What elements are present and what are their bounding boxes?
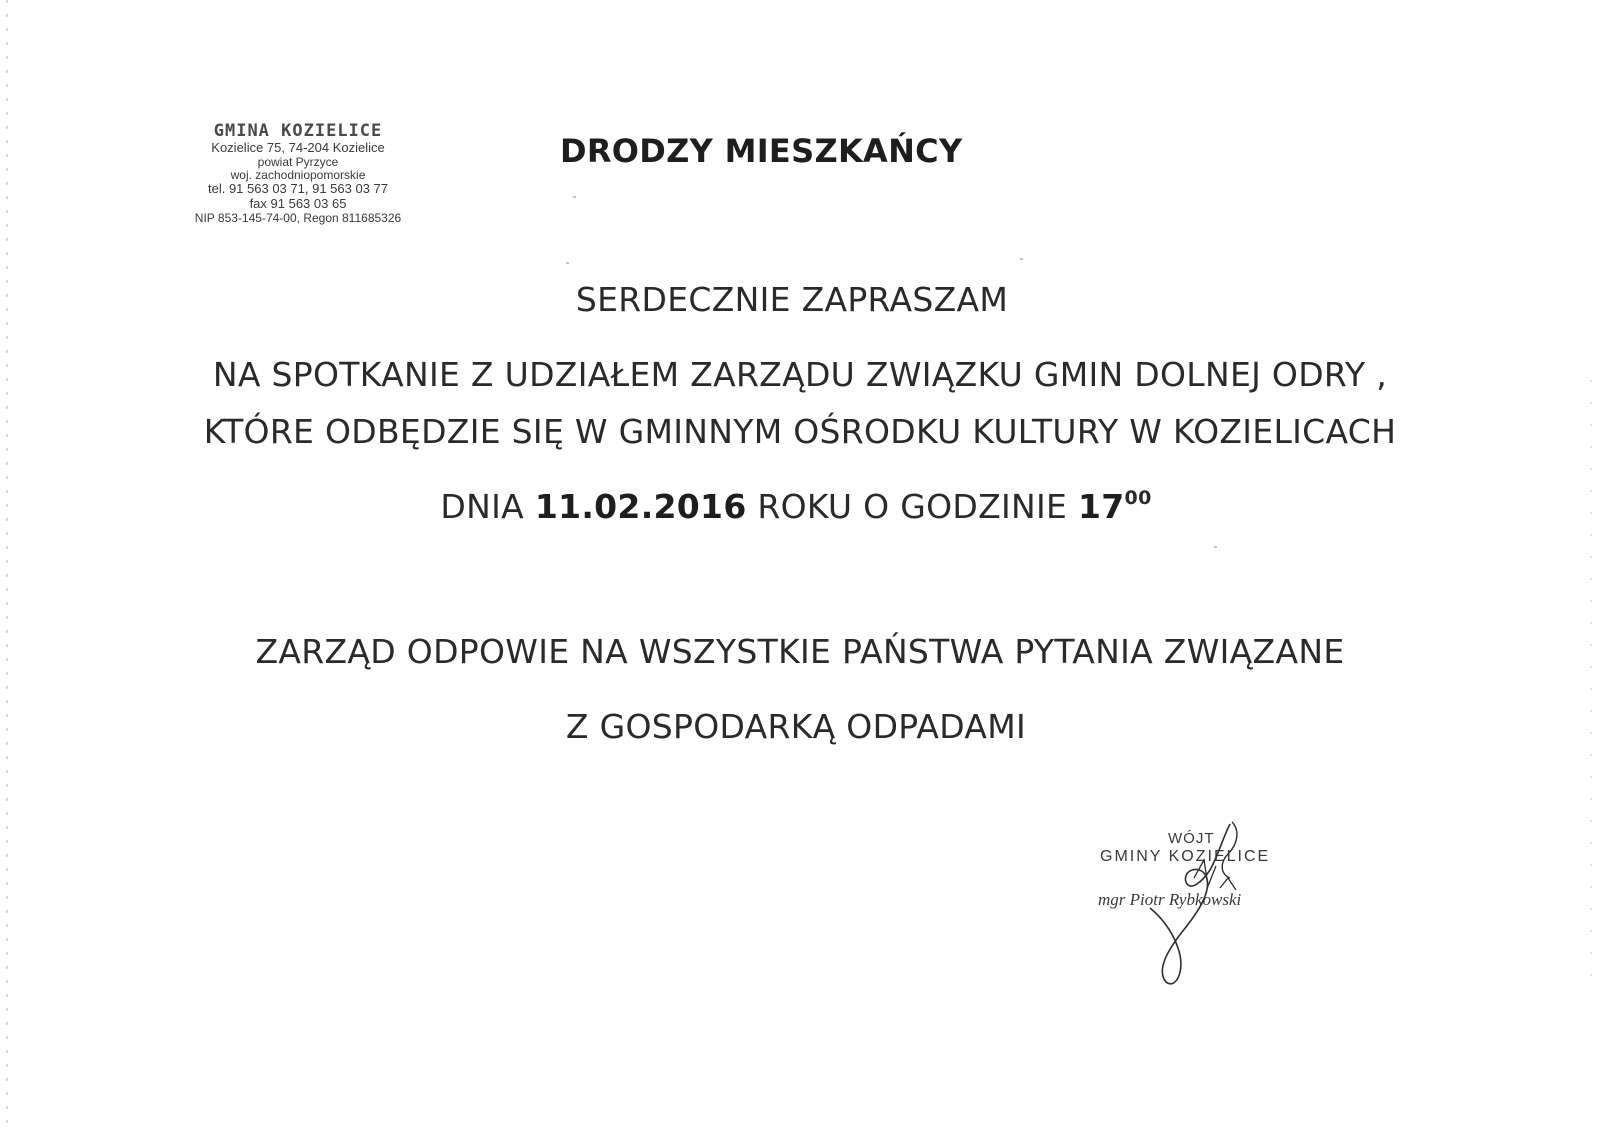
signature-office: GMINY KOZIELICE xyxy=(1100,848,1271,865)
date-line xyxy=(0,487,1596,526)
signature-name: mgr Piotr Rybkowski xyxy=(1098,890,1242,909)
stamp-address: Kozielice 75, 74-204 Kozielice xyxy=(211,140,385,156)
meeting-hour: 17 xyxy=(1078,487,1125,526)
answer-line-1: ZARZĄD ODPOWIE NA WSZYSTKIE PAŃSTWA PYTANIA ZWIĄZANE xyxy=(255,632,1345,671)
meeting-minutes: 00 xyxy=(1124,487,1152,509)
date-mid: ROKU O GODZINIE xyxy=(757,487,1068,526)
stamp-phone: tel. 91 563 03 71, 91 563 03 77 xyxy=(208,181,388,197)
stamp-fax: fax 91 563 03 65 xyxy=(249,196,347,211)
meeting-line-2: KTÓRE ODBĘDZIE SIĘ W GMINNYM OŚRODKU KULTURY W KOZIELICACH xyxy=(203,412,1397,451)
signature-role: WÓJT xyxy=(1168,830,1215,847)
handwritten-signature xyxy=(1090,820,1330,990)
stamp-district: powiat Pyrzyce xyxy=(257,154,339,169)
scan-edge-left xyxy=(6,0,8,1131)
page-title: DRODZY MIESZKAŃCY xyxy=(560,132,963,170)
meeting-line-1: NA SPOTKANIE Z UDZIAŁEM ZARZĄDU ZWIĄZKU GMIN DOLNEJ ODRY , xyxy=(212,355,1388,394)
stamp-ids: NIP 853-145-74-00, Regon 811685326 xyxy=(194,210,402,225)
stamp-title: GMINA KOZIELICE xyxy=(213,121,383,141)
meeting-date: 11.02.2016 xyxy=(534,487,747,526)
signature-scribble-icon xyxy=(1090,820,1330,990)
invite-line: SERDECZNIE ZAPRASZAM xyxy=(575,280,1009,319)
stamp-voivodeship: woj. zachodniopomorskie xyxy=(230,168,366,183)
office-stamp xyxy=(160,122,436,225)
answer-line-2: Z GOSPODARKĄ ODPADAMI xyxy=(565,707,1027,746)
date-prefix: DNIA xyxy=(440,487,525,526)
scan-speck xyxy=(1020,258,1023,260)
scan-speck xyxy=(1214,546,1217,548)
scan-speck xyxy=(566,262,569,264)
scan-speck xyxy=(573,196,576,198)
scan-edge-right xyxy=(1590,380,1592,980)
